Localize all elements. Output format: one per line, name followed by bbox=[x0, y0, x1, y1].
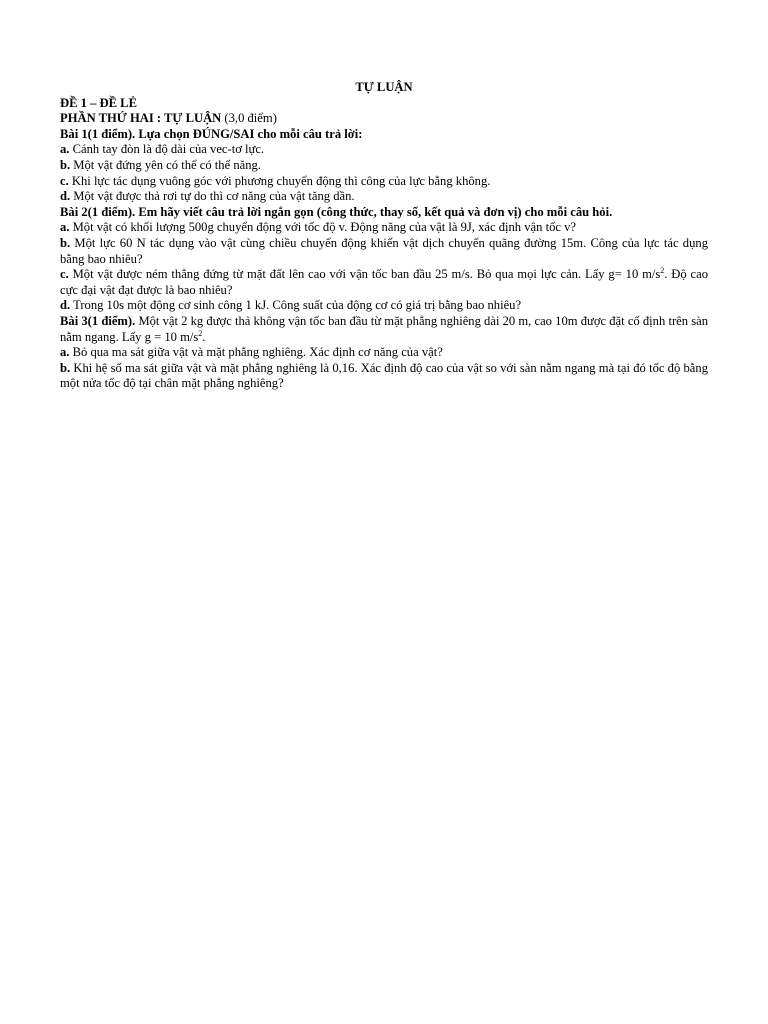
bai3-heading: Bài 3(1 điểm). bbox=[60, 313, 136, 328]
item-label: b. bbox=[60, 157, 71, 172]
bai2-item-a bbox=[60, 220, 708, 236]
exam-code: ĐỀ 1 – ĐỀ LẺ bbox=[60, 95, 137, 110]
bai1-item-b bbox=[60, 158, 708, 174]
item-text: Một lực 60 N tác dụng vào vật cùng chiều chuyển động khiến vật dịch chuyển quãng đường 15m. Công của lực tác dụng bằng bao nhiêu? bbox=[60, 235, 708, 266]
item-text: Khi hệ số ma sát giữa vật và mặt phẳng nghiêng là 0,16. Xác định độ cao của vật so với sàn nằm ngang mà tại đó tốc độ bằng một nửa tốc độ tại chân mặt phẳng nghiêng? bbox=[60, 360, 708, 391]
bai1-item-d bbox=[60, 189, 708, 205]
item-label: d. bbox=[60, 189, 71, 204]
part-points: (3,0 điểm) bbox=[221, 111, 277, 126]
item-label: c. bbox=[60, 267, 69, 282]
item-text: Khi lực tác dụng vuông góc với phương chuyển động thì công của lực bằng không. bbox=[68, 173, 491, 188]
bai3-item-b bbox=[60, 361, 708, 392]
item-text: Bỏ qua ma sát giữa vật và mặt phẳng nghiêng. Xác định cơ năng của vật? bbox=[69, 345, 443, 360]
bai3-intro bbox=[60, 314, 708, 345]
bai1-item-c bbox=[60, 174, 708, 190]
bai2-item-c bbox=[60, 267, 708, 298]
bai2-heading: Bài 2(1 điểm). Em hãy viết câu trả lời ngắn gọn (công thức, thay số, kết quả và đơn vị) cho mỗi câu hỏi. bbox=[60, 204, 613, 219]
item-text: Một vật đứng yên có thể có thế năng. bbox=[70, 157, 261, 172]
item-text: Một vật được ném thẳng đứng từ mặt đất lên cao với vận tốc ban đầu 25 m/s. Bỏ qua mọi lực cản. Lấy g= 10 m/s bbox=[68, 267, 661, 282]
item-label: b. bbox=[60, 235, 71, 250]
document-page bbox=[60, 80, 708, 392]
item-text: Một vật có khối lượng 500g chuyển động với tốc độ v. Động năng của vật là 9J, xác định vận tốc v? bbox=[69, 220, 576, 235]
bai1-heading: Bài 1(1 điểm). Lựa chọn ĐÚNG/SAI cho mỗi câu trả lời: bbox=[60, 126, 363, 141]
item-text: Trong 10s một động cơ sinh công 1 kJ. Công suất của động cơ có giá trị bằng bao nhiêu? bbox=[70, 298, 522, 313]
item-label: a. bbox=[60, 220, 70, 235]
bai2-item-b bbox=[60, 236, 708, 267]
item-text: Cánh tay đòn là độ dài của vec-tơ lực. bbox=[69, 142, 265, 157]
document-title: TỰ LUẬN bbox=[355, 80, 413, 94]
item-label: a. bbox=[60, 345, 70, 360]
bai3-intro-end: . bbox=[202, 329, 206, 344]
item-label: d. bbox=[60, 298, 71, 313]
bai3-intro-text: Một vật 2 kg được thả không vận tốc ban đầu từ mặt phẳng nghiêng dài 20 m, cao 10m được đặt cố định trên sàn nằm ngang. Lấy g = 10 m/s bbox=[60, 313, 708, 344]
bai2-item-d bbox=[60, 298, 708, 314]
part-title: PHẦN THỨ HAI : TỰ LUẬN bbox=[60, 111, 222, 126]
part-heading bbox=[60, 111, 708, 127]
bai1-item-a bbox=[60, 142, 708, 158]
item-label: b. bbox=[60, 360, 71, 375]
bai3-item-a bbox=[60, 345, 708, 361]
item-label: c. bbox=[60, 173, 69, 188]
item-text: Một vật được thả rơi tự do thì cơ năng của vật tăng dần. bbox=[70, 189, 355, 204]
superscript: 2 bbox=[198, 328, 203, 338]
item-text-cont: . Độ cao cực đại vật đạt được là bao nhiêu? bbox=[60, 267, 708, 297]
item-label: a. bbox=[60, 142, 70, 157]
superscript: 2 bbox=[660, 265, 665, 275]
